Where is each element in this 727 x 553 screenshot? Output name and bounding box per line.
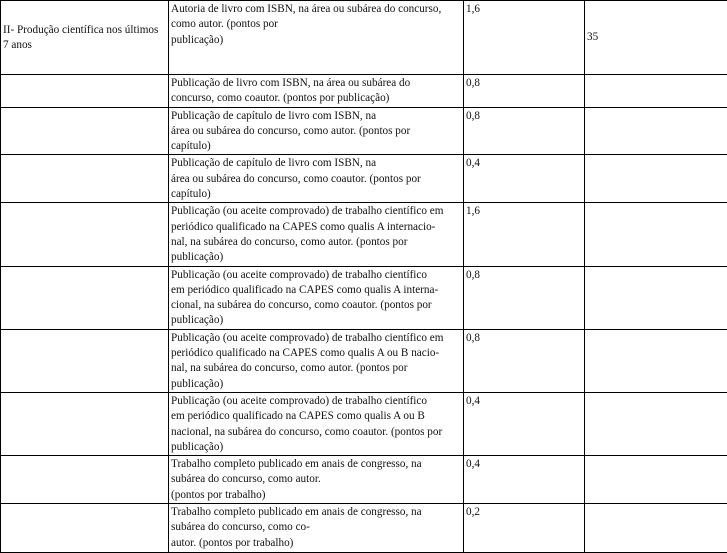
item-points: 1,6 — [464, 203, 585, 266]
max-points-cell-empty — [585, 107, 727, 155]
item-description: Publicação (ou aceite comprovado) de trabalho científico em periódico qualificado na CAPES como qualis A ou B nacional, na subárea do concurso, como coautor. (pontos por publicação) — [169, 392, 464, 455]
item-points: 1,6 — [464, 1, 585, 75]
item-points: 0,8 — [464, 107, 585, 155]
category-cell-empty — [1, 329, 169, 392]
table-row — [1, 75, 727, 108]
table-row — [1, 155, 727, 203]
table-row — [1, 392, 727, 455]
item-points: 0,4 — [464, 392, 585, 455]
category-cell-empty — [1, 155, 169, 203]
item-points: 0,8 — [464, 329, 585, 392]
item-description: Publicação (ou aceite comprovado) de trabalho científico em periódico qualificado na CAPES como qualis A ou B nacio- nal, na subárea do concurso, como autor. (pontos por publicação) — [169, 329, 464, 392]
max-points-cell-empty — [585, 456, 727, 504]
item-points: 0,8 — [464, 75, 585, 108]
category-cell-empty — [1, 392, 169, 455]
max-points-cell-empty — [585, 504, 727, 553]
max-points-cell-empty — [585, 155, 727, 203]
item-description: Publicação de livro com ISBN, na área ou subárea do concurso, como coautor. (pontos por publicação) — [169, 75, 464, 108]
table-row — [1, 329, 727, 392]
item-description: Publicação de capítulo de livro com ISBN, na área ou subárea do concurso, como autor. (pontos por capítulo) — [169, 107, 464, 155]
category-cell-empty — [1, 203, 169, 266]
item-points: 0,2 — [464, 504, 585, 553]
item-description: Trabalho completo publicado em anais de congresso, na subárea do concurso, como co- autor. (pontos por trabalho) — [169, 504, 464, 553]
item-description: Trabalho completo publicado em anais de congresso, na subárea do concurso, como autor. (pontos por trabalho) — [169, 456, 464, 504]
item-description: Publicação de capítulo de livro com ISBN, na área ou subárea do concurso, como coautor. (pontos por capítulo) — [169, 155, 464, 203]
item-description: Autoria de livro com ISBN, na área ou subárea do concurso, como autor. (pontos por publicação) — [169, 1, 464, 75]
category-cell: II- Produção científica nos últimos 7 anos — [1, 1, 169, 75]
max-points-cell-empty — [585, 75, 727, 108]
max-points-cell-empty — [585, 203, 727, 266]
category-cell-empty — [1, 107, 169, 155]
item-points: 0,4 — [464, 155, 585, 203]
table-row — [1, 1, 727, 75]
item-description: Publicação (ou aceite comprovado) de trabalho científico em periódico qualificado na CAPES como qualis A internacio- nal, na subárea do concurso, como autor. (pontos por publicação) — [169, 203, 464, 266]
table-row — [1, 203, 727, 266]
category-cell-empty — [1, 504, 169, 553]
category-cell-empty — [1, 456, 169, 504]
item-points: 0,8 — [464, 266, 585, 329]
max-points-cell-empty — [585, 329, 727, 392]
max-points-cell-empty — [585, 392, 727, 455]
category-max-points: 35 — [585, 1, 727, 75]
table-row — [1, 107, 727, 155]
category-cell-empty — [1, 266, 169, 329]
category-cell-empty — [1, 75, 169, 108]
item-description: Publicação (ou aceite comprovado) de trabalho científico em periódico qualificado na CAPES como qualis A interna- cional, na subárea do concurso, como coautor. (pontos por publicação) — [169, 266, 464, 329]
table-row — [1, 504, 727, 553]
max-points-cell-empty — [585, 266, 727, 329]
table-row — [1, 266, 727, 329]
table-row — [1, 456, 727, 504]
item-points: 0,4 — [464, 456, 585, 504]
